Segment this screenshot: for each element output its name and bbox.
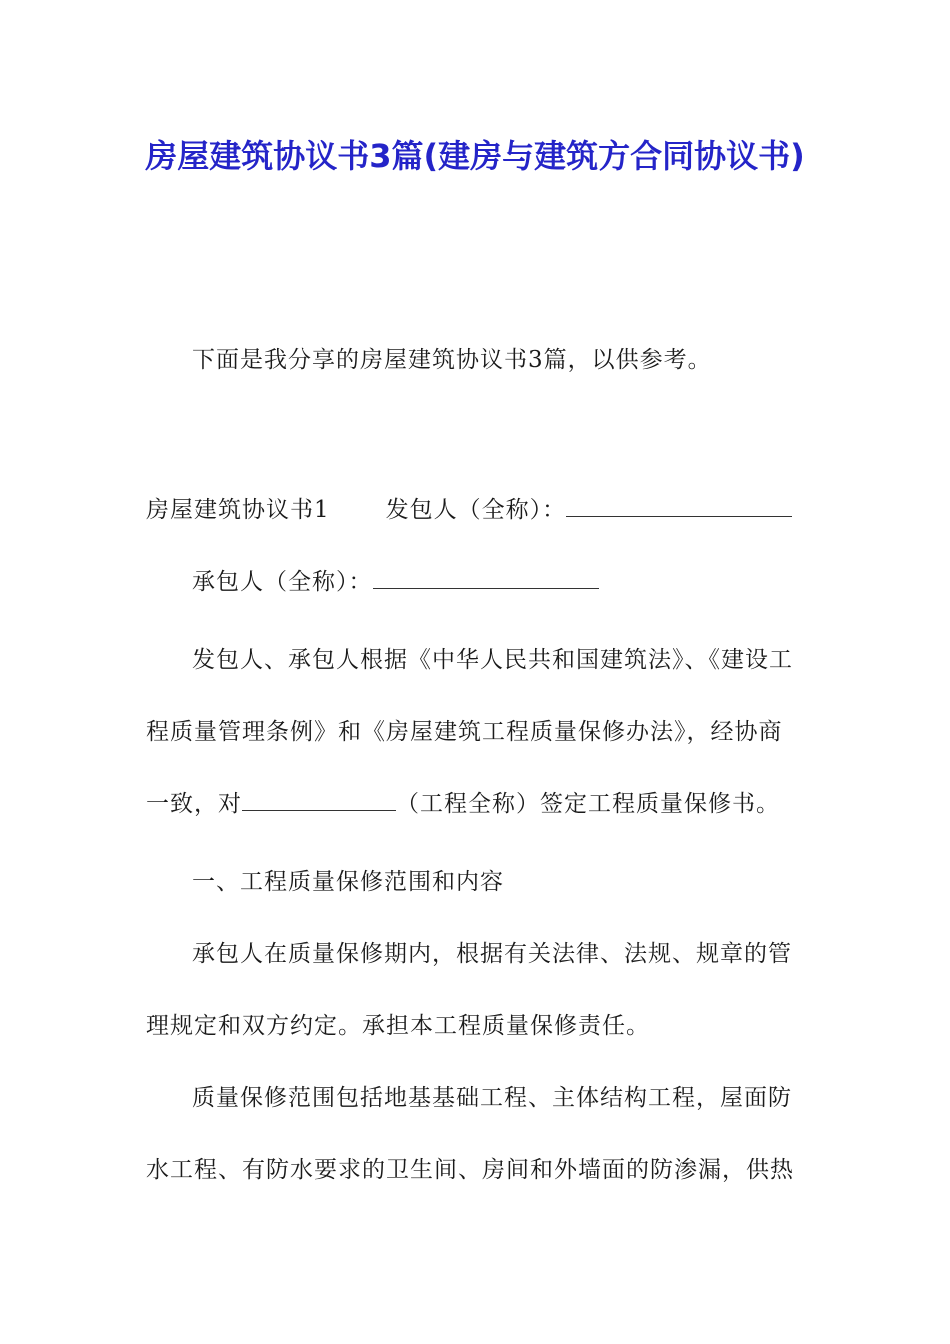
contractor-line (192, 564, 599, 600)
section-label: 房屋建筑协议书1 (146, 497, 330, 523)
document-title: 房屋建筑协议书3篇(建房与建筑方合同协议书) (145, 137, 805, 175)
basis-text-end: （工程全称）签定工程质量保修书。 (396, 791, 780, 817)
contractor-label: 承包人（全称）： (192, 569, 373, 595)
employer-blank (566, 494, 792, 517)
project-name-blank (242, 788, 396, 811)
basis-paragraph (146, 624, 806, 840)
section-heading-1: 一、工程质量保修范围和内容 (192, 869, 504, 895)
employer-line (146, 492, 792, 528)
contractor-blank (373, 566, 599, 589)
employer-label: 发包人（全称）： (385, 497, 567, 523)
intro-paragraph: 下面是我分享的房屋建筑协议书3篇，以供参考。 (192, 347, 712, 373)
scope-paragraph: 质量保修范围包括地基基础工程、主体结构工程，屋面防水工程、有防水要求的卫生间、房间和外墙面的防渗漏，供热 (146, 1085, 794, 1183)
basis-text: 发包人、承包人根据《中华人民共和国建筑法》、《建设工程质量管理条例》和《房屋建筑工程质量保修办法》，经协商一致，对 (146, 647, 793, 817)
responsibility-paragraph: 承包人在质量保修期内，根据有关法律、法规、规章的管理规定和双方约定。承担本工程质量保修责任。 (146, 941, 792, 1039)
